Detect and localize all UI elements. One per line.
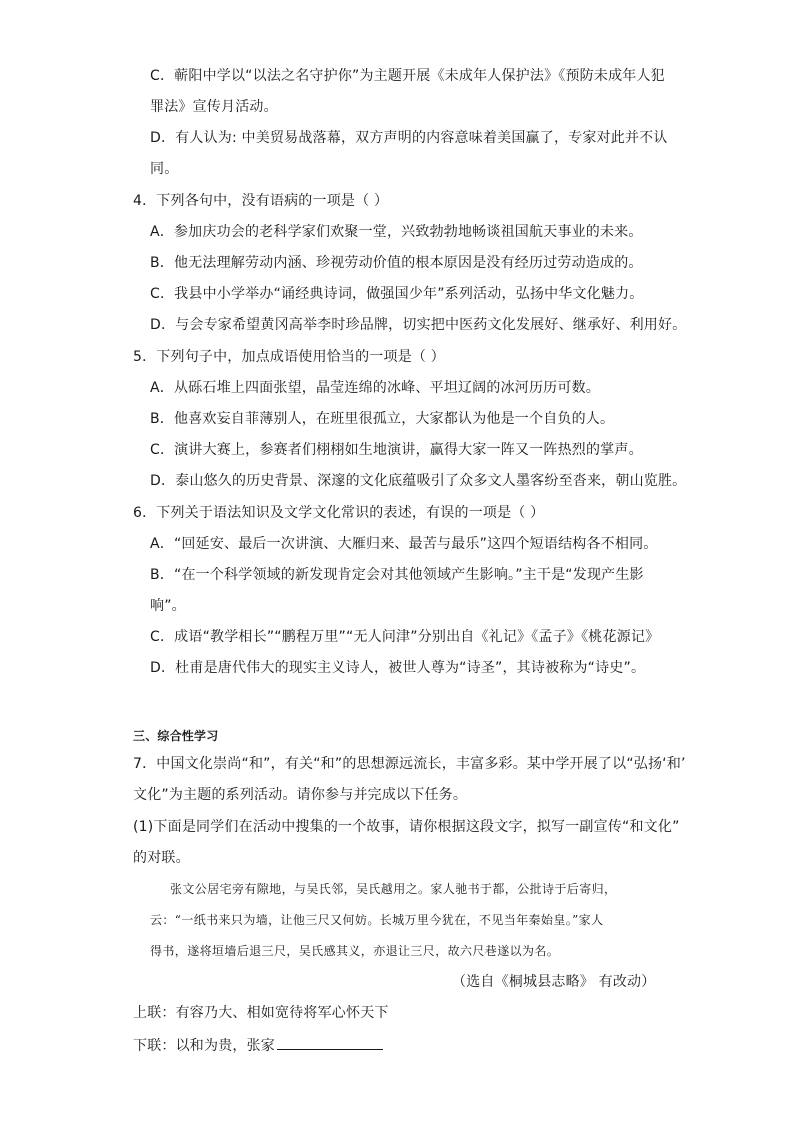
passage-line3: 得书，遂将垣墙后退三尺，吴氏感其义，亦退让三尺，故六尺巷遂以为名。	[150, 944, 560, 958]
question-7-line2: 文化”为主题的系列活动。请你参与并完成以下任务。	[133, 787, 468, 803]
couplet-lower-text: 下联：以和为贵，张家	[133, 1038, 275, 1054]
q6-option-a: A．“回延安、最后一次讲演、大雁归来、最苦与最乐”这四个短语结构各不相同。	[150, 536, 658, 552]
question-6-stem: 6．下列关于语法知识及文学文化常识的表述，有误的一项是（ ）	[133, 505, 545, 521]
passage-source: （选自《桐城县志略》 有改动）	[452, 974, 656, 990]
q5-option-b: B．他喜欢妄自菲薄别人，在班里很孤立，大家都认为他是一个自负的人。	[150, 411, 615, 427]
question-5-stem: 5．下列句子中，加点成语使用恰当的一项是（ ）	[133, 349, 445, 365]
couplet-upper: 上联：有容乃大、相如宽待将军心怀天下	[133, 1005, 389, 1021]
q6-option-d: D．杜甫是唐代伟大的现实主义诗人，被世人尊为“诗圣”，其诗被称为“诗史”。	[150, 660, 646, 676]
q6-option-c: C．成语“教学相长”“鹏程万里”“无人问津”分别出自《礼记》《孟子》《桃花源记》	[150, 629, 660, 645]
q4-option-b: B．他无法理解劳动内涵、珍视劳动价值的根本原因是没有经历过劳动造成的。	[150, 255, 643, 271]
question-7-task-line2: 的对联。	[133, 850, 190, 866]
passage-line2: 云：“一纸书来只为墙，让他三尺又何妨。长城万里今犹在，不见当年秦始皇。”家人	[150, 913, 604, 927]
passage-line1: 张文公居宅旁有隙地，与吴氏邻，吴氏越用之。家人驰书于都，公批诗于后寄归，	[170, 882, 617, 896]
q4-option-d: D．与会专家希望黄冈高举李时珍品牌，切实把中医药文化发展好、继承好、利用好。	[150, 317, 687, 333]
q3-option-c-line1: C．蕲阳中学以“以法之名守护你”为主题开展《未成年人保护法》《预防未成年人犯	[150, 68, 665, 84]
q3-option-c-line2: 罪法》宣传月活动。	[150, 99, 278, 115]
couplet-lower	[133, 1035, 383, 1056]
q4-option-c: C．我县中小学举办“诵经典诗词，做强国少年”系列活动，弘扬中华文化魅力。	[150, 286, 644, 302]
section-heading: 三、综合性学习	[133, 729, 219, 743]
answer-blank[interactable]	[277, 1035, 383, 1050]
q3-option-d-line2: 同。	[150, 161, 179, 177]
q3-option-d-line1: D．有人认为: 中美贸易战落幕，双方声明的内容意味着美国赢了，专家对此并不认	[150, 130, 668, 146]
q5-option-c: C．演讲大赛上，参赛者们栩栩如生地演讲，赢得大家一阵又一阵热烈的掌声。	[150, 442, 643, 458]
q6-option-b-line2: 响”。	[150, 598, 186, 614]
q4-option-a: A．参加庆功会的老科学家们欢聚一堂，兴致勃勃地畅谈祖国航天事业的未来。	[150, 224, 643, 240]
question-4-stem: 4．下列各句中，没有语病的一项是（ ）	[133, 193, 389, 209]
question-7-line1: 7．中国文化崇尚“和”，有关“和”的思想源远流长，丰富多彩。某中学开展了以“弘扬‘和’	[133, 756, 686, 772]
q6-option-b-line1: B．“在一个科学领域的新发现肯定会对其他领域产生影响。”主干是“发现产生影	[150, 567, 644, 583]
q5-option-a: A．从砾石堆上四面张望，晶莹连绵的冰峰、平坦辽阔的冰河历历可数。	[150, 380, 600, 396]
question-7-task-line1: (1)下面是同学们在活动中搜集的一个故事，请你根据这段文字，拟写一副宣传“和文化”	[133, 819, 680, 835]
q5-option-d: D．泰山悠久的历史背景、深邃的文化底蕴吸引了众多文人墨客纷至沓来，朝山览胜。	[150, 473, 687, 489]
